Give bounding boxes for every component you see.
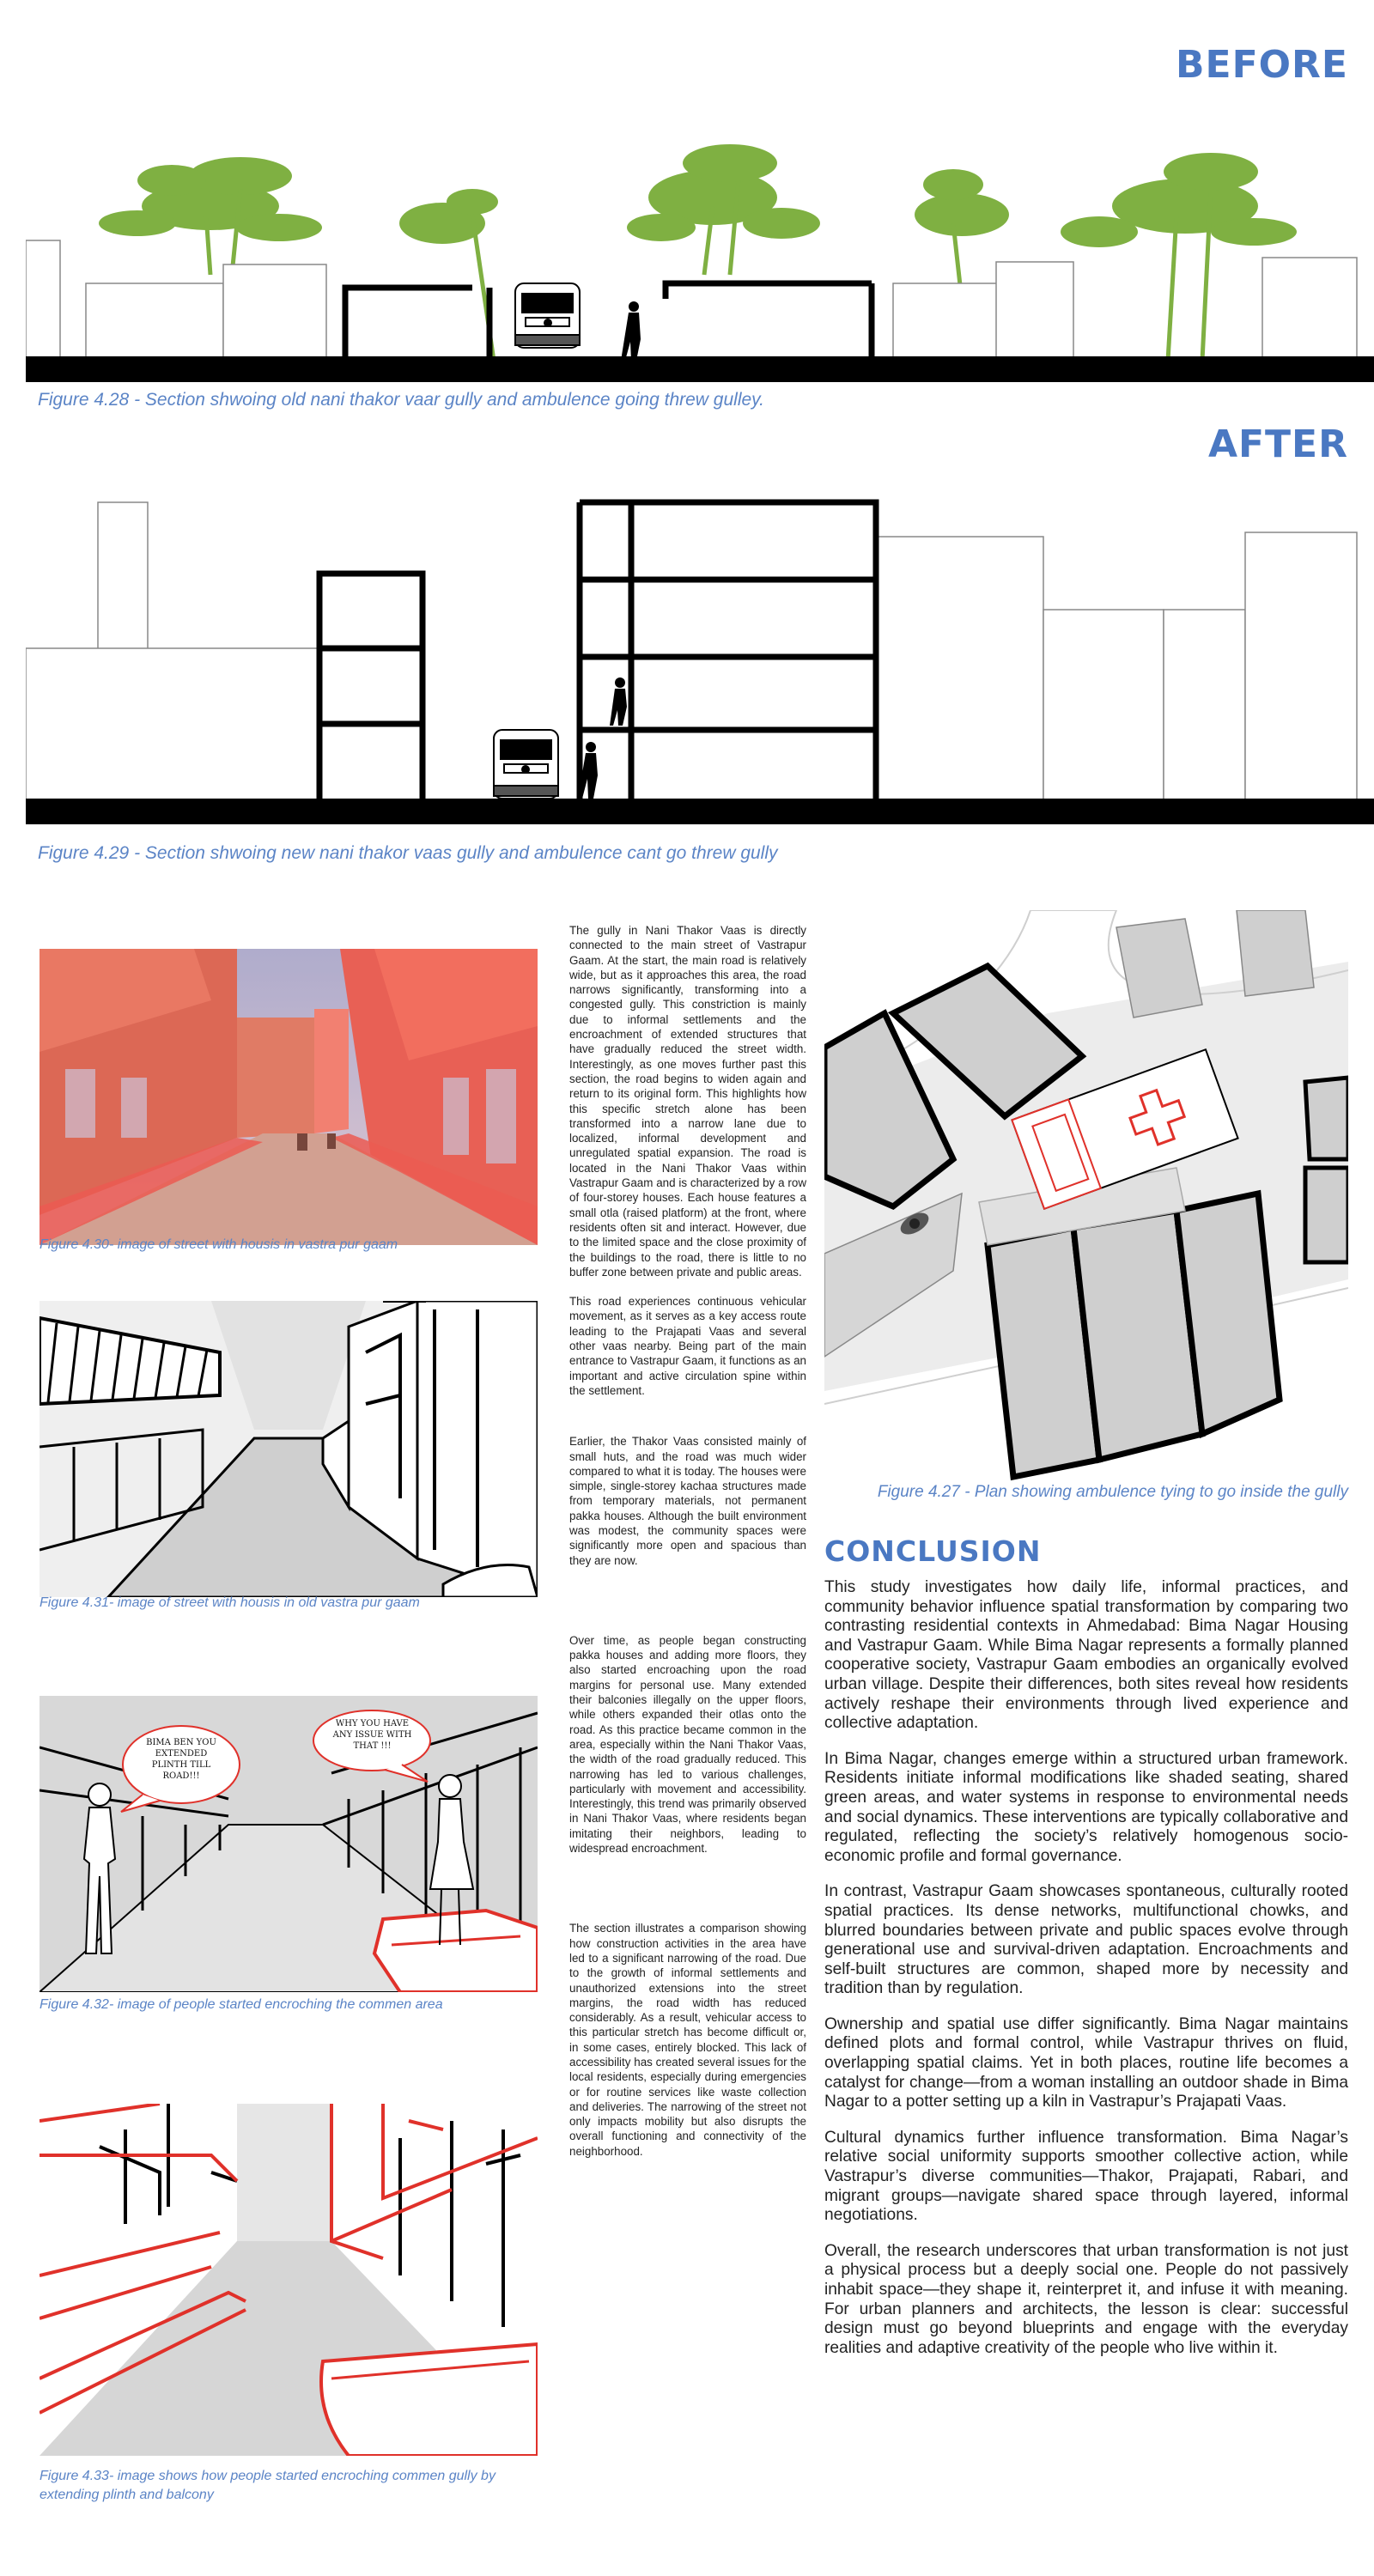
drawing-old-street bbox=[40, 1301, 538, 1597]
section-after-drawing bbox=[26, 485, 1374, 829]
conclusion-heading: CONCLUSION bbox=[824, 1534, 1042, 1568]
paragraph-overtime: Over time, as people began constructing pakka houses and adding more floors, they also started encroaching upon the road margins for personal use. Many extended their balconies illegally on the upper floors, while others expanded their otlas onto the road. As this practice became common in the area, especially within the Nani Thakor Vaas, the width of the road gradually reduced. This narrowing has led to various challenges, particularly with movement and accessibility. Interestingly, this trend was primarily observed in Nani Thakor Vaas, where residents began imitating their neighbors, leading to widespread encroachment. bbox=[569, 1633, 806, 1856]
speech-bubble-right: WHY YOU HAVE ANY ISSUE WITH THAT !!! bbox=[332, 1719, 412, 1751]
section-before-drawing bbox=[26, 129, 1374, 386]
drawing-plinth-balcony bbox=[40, 2104, 538, 2456]
person-after-balcony bbox=[610, 677, 627, 726]
figure-4-33-caption: Figure 4.33- image shows how people started encroching commen gully by extending plinth and balcony bbox=[40, 2469, 495, 2502]
tree-canopies bbox=[99, 144, 1297, 247]
conclusion-paragraph: Cultural dynamics further influence transformation. Bima Nagar’s relative social uniformity supports smoother collective action, while Vastrapur’s diverse communities—Thakor, Prajapati, Rabari, and migrant groups—navigate shared space through layered, informal negotiations. bbox=[824, 2128, 1348, 2225]
conclusion-paragraph: In Bima Nagar, changes emerge within a structured urban framework. Residents initiate informal modifications like shaded seating, shared green areas, and water systems in response to environmental needs and social dynamics. These interventions are typically collaborative and regulated, reflecting the society’s relatively homogenous socio-economic profile and formal governance. bbox=[824, 1749, 1348, 1865]
figure-4-30-caption: Figure 4.30- image of street with housis in vastra pur gaam bbox=[40, 1237, 398, 1252]
figure-4-31-caption: Figure 4.31- image of street with housis in old vastra pur gaam bbox=[40, 1595, 420, 1610]
before-heading: BEFORE bbox=[1176, 43, 1348, 87]
paragraph-earlier: Earlier, the Thakor Vaas consisted mainly of small huts, and the road was much wider compared to what it is today. The houses were simple, single-storey kachaa structures made from temporary materials, not permanent pakka houses. Although the built environment was modest, the community spaces were significantly more open and spacious than they are now. bbox=[569, 1435, 806, 1567]
plan-ambulance-gully bbox=[824, 910, 1348, 1485]
figure-4-29-caption: Figure 4.29 - Section shwoing new nani thakor vaas gully and ambulence cant go threw gully bbox=[38, 843, 778, 863]
photo-street-vastrapur bbox=[40, 949, 538, 1245]
drawing-people-encroaching bbox=[40, 1696, 538, 1992]
conclusion-paragraph: In contrast, Vastrapur Gaam showcases spontaneous, culturally rooted spatial practices. Its dense networks, multifunctional chowks, and blurred boundaries between private and public spaces evolve through generational use and survival-driven adaptation. Encroachments and self-built structures are common, shaped more by necessity and tradition than by regulation. bbox=[824, 1882, 1348, 1998]
person-before bbox=[621, 301, 641, 361]
conclusion-paragraph: This study investigates how daily life, informal practices, and community behavior influence spatial transformation by comparing two contrasting residential contexts in Ahmedabad: Bima Nagar Housing and Vastrapur Gaam. While Bima Nagar represents a formally planned cooperative society, Vastrapur Gaam embodies an organically evolved urban village. Despite their differences, both sites reveal how residents actively reshape their environments through lived experience and collective adaptation. bbox=[824, 1578, 1348, 1733]
text-column-middle bbox=[569, 923, 806, 2159]
ambulance-after bbox=[494, 730, 558, 799]
figure-4-27-caption: Figure 4.27 - Plan showing ambulence tying to go inside the gully bbox=[877, 1483, 1348, 1501]
ambulance-before bbox=[515, 283, 580, 348]
conclusion-paragraph: Ownership and spatial use differ significantly. Bima Nagar maintains defined plots and formal control, while Vastrapur thrives on fluid, overlapping spatial claims. Yet in both places, routine life becomes a catalyst for change—from a woman installing an outdoor shade in Bima Nagar to a potter setting up a kiln in Vastrapur’s Prajapati Vaas. bbox=[824, 2014, 1348, 2111]
paragraph-gully-intro: The gully in Nani Thakor Vaas is directly connected to the main street of Vastrapur Gaam. At the start, the main road is relatively wide, but as it approaches this area, the road narrows significantly, transforming into a congested gully. This constriction is mainly due to informal settlements and the encroachment of extended structures that have gradually reduced the street width. Interestingly, as one moves further past this section, the road begins to widen again and return to its original form. This highlights how this specific stretch alone has been transformed into a narrow lane due to localized, informal development and unregulated spatial expansion. The road is located in the Nani Thakor Vaas within Vastrapur Gaam and is characterized by a row of four-storey houses. Each house features a small otla (raised platform) at the front, where residents often sit and interact. However, due to the limited space and the close proximity of the buildings to the road, there is little to no buffer zone between private and public areas. bbox=[569, 924, 806, 1279]
figure-4-28-caption: Figure 4.28 - Section shwoing old nani thakor vaar gully and ambulence going threw gulley. bbox=[38, 390, 764, 410]
paragraph-vehicular: This road experiences continuous vehicular movement, as it serves as a key access route leading to the Prajapati Vaas and several other vaas nearby. Being part of the main entrance to Vastrapur Gaam, it functions as an important and active circulation spine within the settlement. bbox=[569, 1295, 806, 1397]
paragraph-section: The section illustrates a comparison showing how construction activities in the area have led to a significant narrowing of the road. Due to the growth of informal settlements and unauthorized extensions into the street margins, the road width has reduced considerably. As a result, vehicular access to this particular stretch has become difficult or, in some cases, entirely blocked. This lack of accessibility has created several issues for the local residents, especially during emergencies or for routine services like waste collection and deliveries. The narrowing of the street not only impacts mobility but also disrupts the overall functioning and connectivity of the neighborhood. bbox=[569, 1922, 806, 2158]
figure-4-32-caption: Figure 4.32- image of people started encroching the commen area bbox=[40, 1997, 443, 2012]
speech-bubble-left: BIMA BEN YOU EXTENDED PLINTH TILL ROAD!!! bbox=[146, 1738, 216, 1781]
conclusion-text bbox=[824, 1578, 1348, 2374]
conclusion-paragraph: Overall, the research underscores that urban transformation is not just a physical process but a deeply social one. People do not passively inhabit space—they shape it, reinterpret it, and infuse it with meaning. For urban planners and architects, the lesson is clear: successful design must go beyond blueprints and engage with the everyday realities and adaptive creativity of the people who live within it. bbox=[824, 2241, 1348, 2357]
after-heading: AFTER bbox=[1207, 422, 1348, 466]
